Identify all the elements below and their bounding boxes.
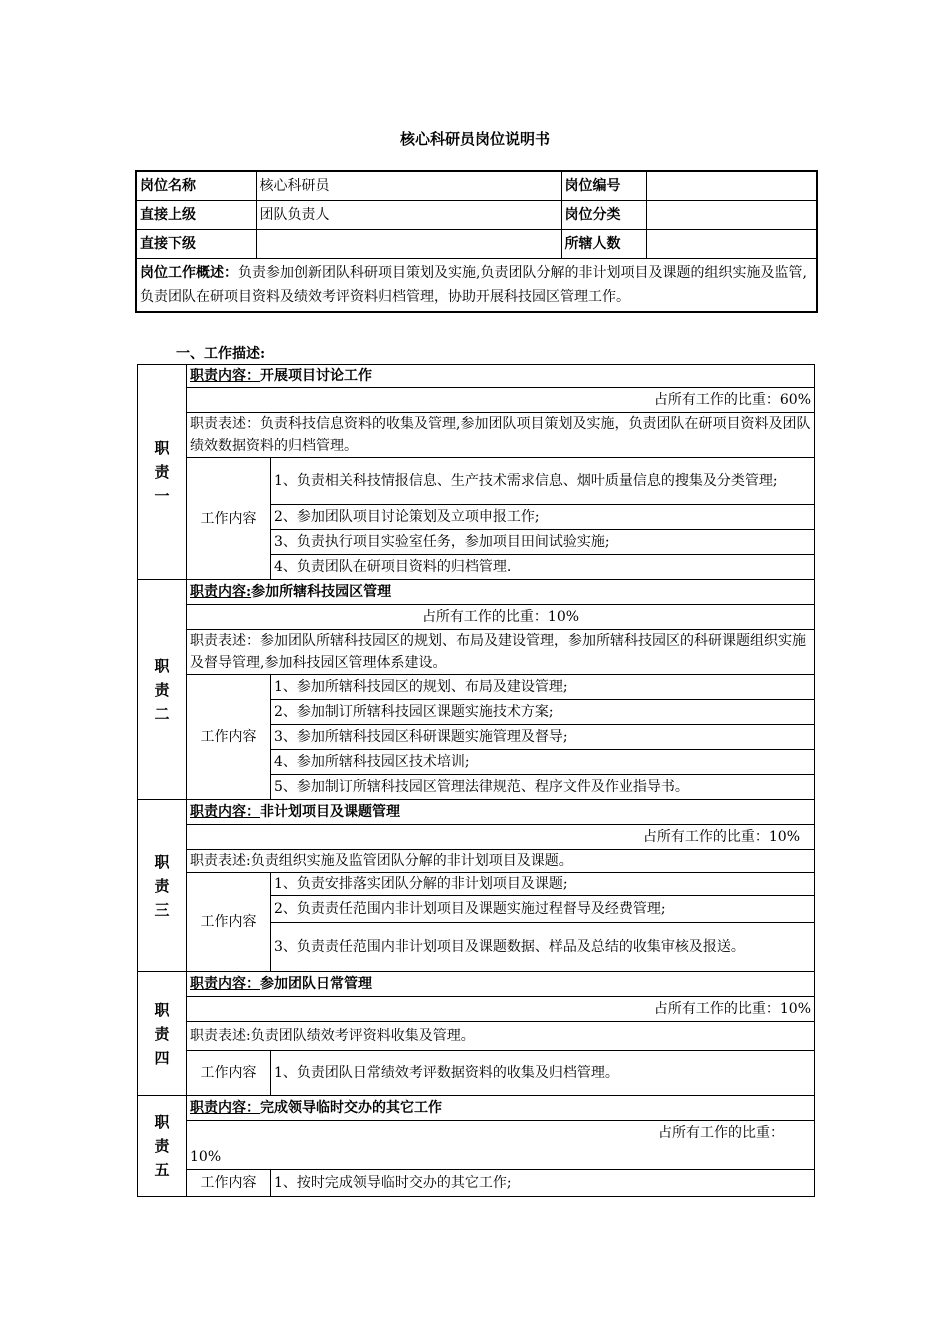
duty-3-item-2: 2、负责责任范围内非计划项目及课题实施过程督导及经费管理; [271,896,815,923]
overview-label: 岗位工作概述： [140,265,238,281]
duty-1-content-row [138,365,815,388]
duty-4-work-label: 工作内容 [187,1051,271,1096]
duty-3-work-label: 工作内容 [187,873,271,972]
duty-2-description: 职责表述：参加团队所辖科技园区的规划、布局及建设管理，参加所辖科技园区的科研课题组织实施及督导管理,参加科技园区管理体系建设。 [187,630,815,675]
duty-5-item-1: 1、按时完成领导临时交办的其它工作; [271,1170,815,1197]
section-heading: 一、工作描述: [176,346,266,362]
duty-2-item-5: 5、参加制订所辖科技园区管理法律规范、程序文件及作业指导书。 [271,775,815,800]
category-label: 岗位分类 [561,201,646,230]
duty-1-item-3: 3、负责执行项目实验室任务，参加项目田间试验实施; [271,530,815,555]
superior-label: 直接上级 [136,201,256,230]
position-no-value [646,171,817,201]
duties-table [137,364,815,1197]
document-title: 核心科研员岗位说明书 [399,130,550,148]
duty-5-content: 职责内容：完成领导临时交办的其它工作 [187,1096,815,1121]
duty-1-ratio: 占所有工作的比重：60% [187,388,815,413]
superior-value: 团队负责人 [256,201,561,230]
duty-2-item-1: 1、参加所辖科技园区的规划、布局及建设管理; [271,675,815,700]
duty-1-side-label: 职责一 [138,365,187,580]
duty-3-description: 职责表述:负责组织实施及监管团队分解的非计划项目及课题。 [187,850,815,873]
duty-1-work-label: 工作内容 [187,458,271,580]
duty-1-item-2: 2、参加团队项目讨论策划及立项申报工作; [271,505,815,530]
duty-1-content: 职责内容：开展项目讨论工作 [187,365,815,388]
duty-2-ratio: 占所有工作的比重：10% [187,605,815,630]
duty-2-side-label: 职责二 [138,580,187,800]
duty-3-item-1: 1、负责安排落实团队分解的非计划项目及课题; [271,873,815,896]
duty-1-description: 职责表述：负责科技信息资料的收集及管理,参加团队项目策划及实施，负责团队在研项目资料及团队绩效数据资料的归档管理。 [187,413,815,458]
duty-2-content: 职责内容:参加所辖科技园区管理 [187,580,815,605]
duty-5-side-label: 职责五 [138,1096,187,1197]
category-value [646,201,817,230]
subordinate-value [256,230,561,259]
duty-2-item-2: 2、参加制订所辖科技园区课题实施技术方案; [271,700,815,725]
headcount-label: 所辖人数 [561,230,646,259]
duty-3-item-3: 3、负责责任范围内非计划项目及课题数据、样品及总结的收集审核及报送。 [271,923,815,972]
duty-2-item-3: 3、参加所辖科技园区科研课题实施管理及督导; [271,725,815,750]
position-name-label: 岗位名称 [136,171,256,201]
duty-2-item-4: 4、参加所辖科技园区技术培训; [271,750,815,775]
duty-5-ratio: 占所有工作的比重： [187,1121,815,1146]
duty-4-description: 职责表述:负责团队绩效考评资料收集及管理。 [187,1022,815,1051]
overview-text: 负责参加创新团队科研项目策划及实施,负责团队分解的非计划项目及课题的组织实施及监管,负责团队在研项目资料及绩效考评资料归档管理，协助开展科技园区管理工作。 [140,265,807,305]
duty-4-item-1: 1、负责团队日常绩效考评数据资料的收集及归档管理。 [271,1051,815,1096]
duty-5-ratio-value: 10% [187,1145,815,1170]
duty-4-content: 职责内容：参加团队日常管理 [187,972,815,997]
duty-1-item-1: 1、负责相关科技情报信息、生产技术需求信息、烟叶质量信息的搜集及分类管理; [271,458,815,505]
duty-1-item-4: 4、负责团队在研项目资料的归档管理. [271,555,815,580]
duty-3-content: 职责内容：非计划项目及课题管理 [187,800,815,825]
headcount-value [646,230,817,259]
position-name-value: 核心科研员 [256,171,561,201]
position-info-table [135,170,818,313]
duty-3-ratio: 占所有工作的比重：10% [187,825,815,850]
subordinate-label: 直接下级 [136,230,256,259]
position-no-label: 岗位编号 [561,171,646,201]
overview-cell [136,259,817,313]
duty-5-work-label: 工作内容 [187,1170,271,1197]
duty-3-side-label: 职责三 [138,800,187,972]
duty-2-work-label: 工作内容 [187,675,271,800]
duty-4-side-label: 职责四 [138,972,187,1096]
duty-4-ratio: 占所有工作的比重：10% [187,997,815,1022]
